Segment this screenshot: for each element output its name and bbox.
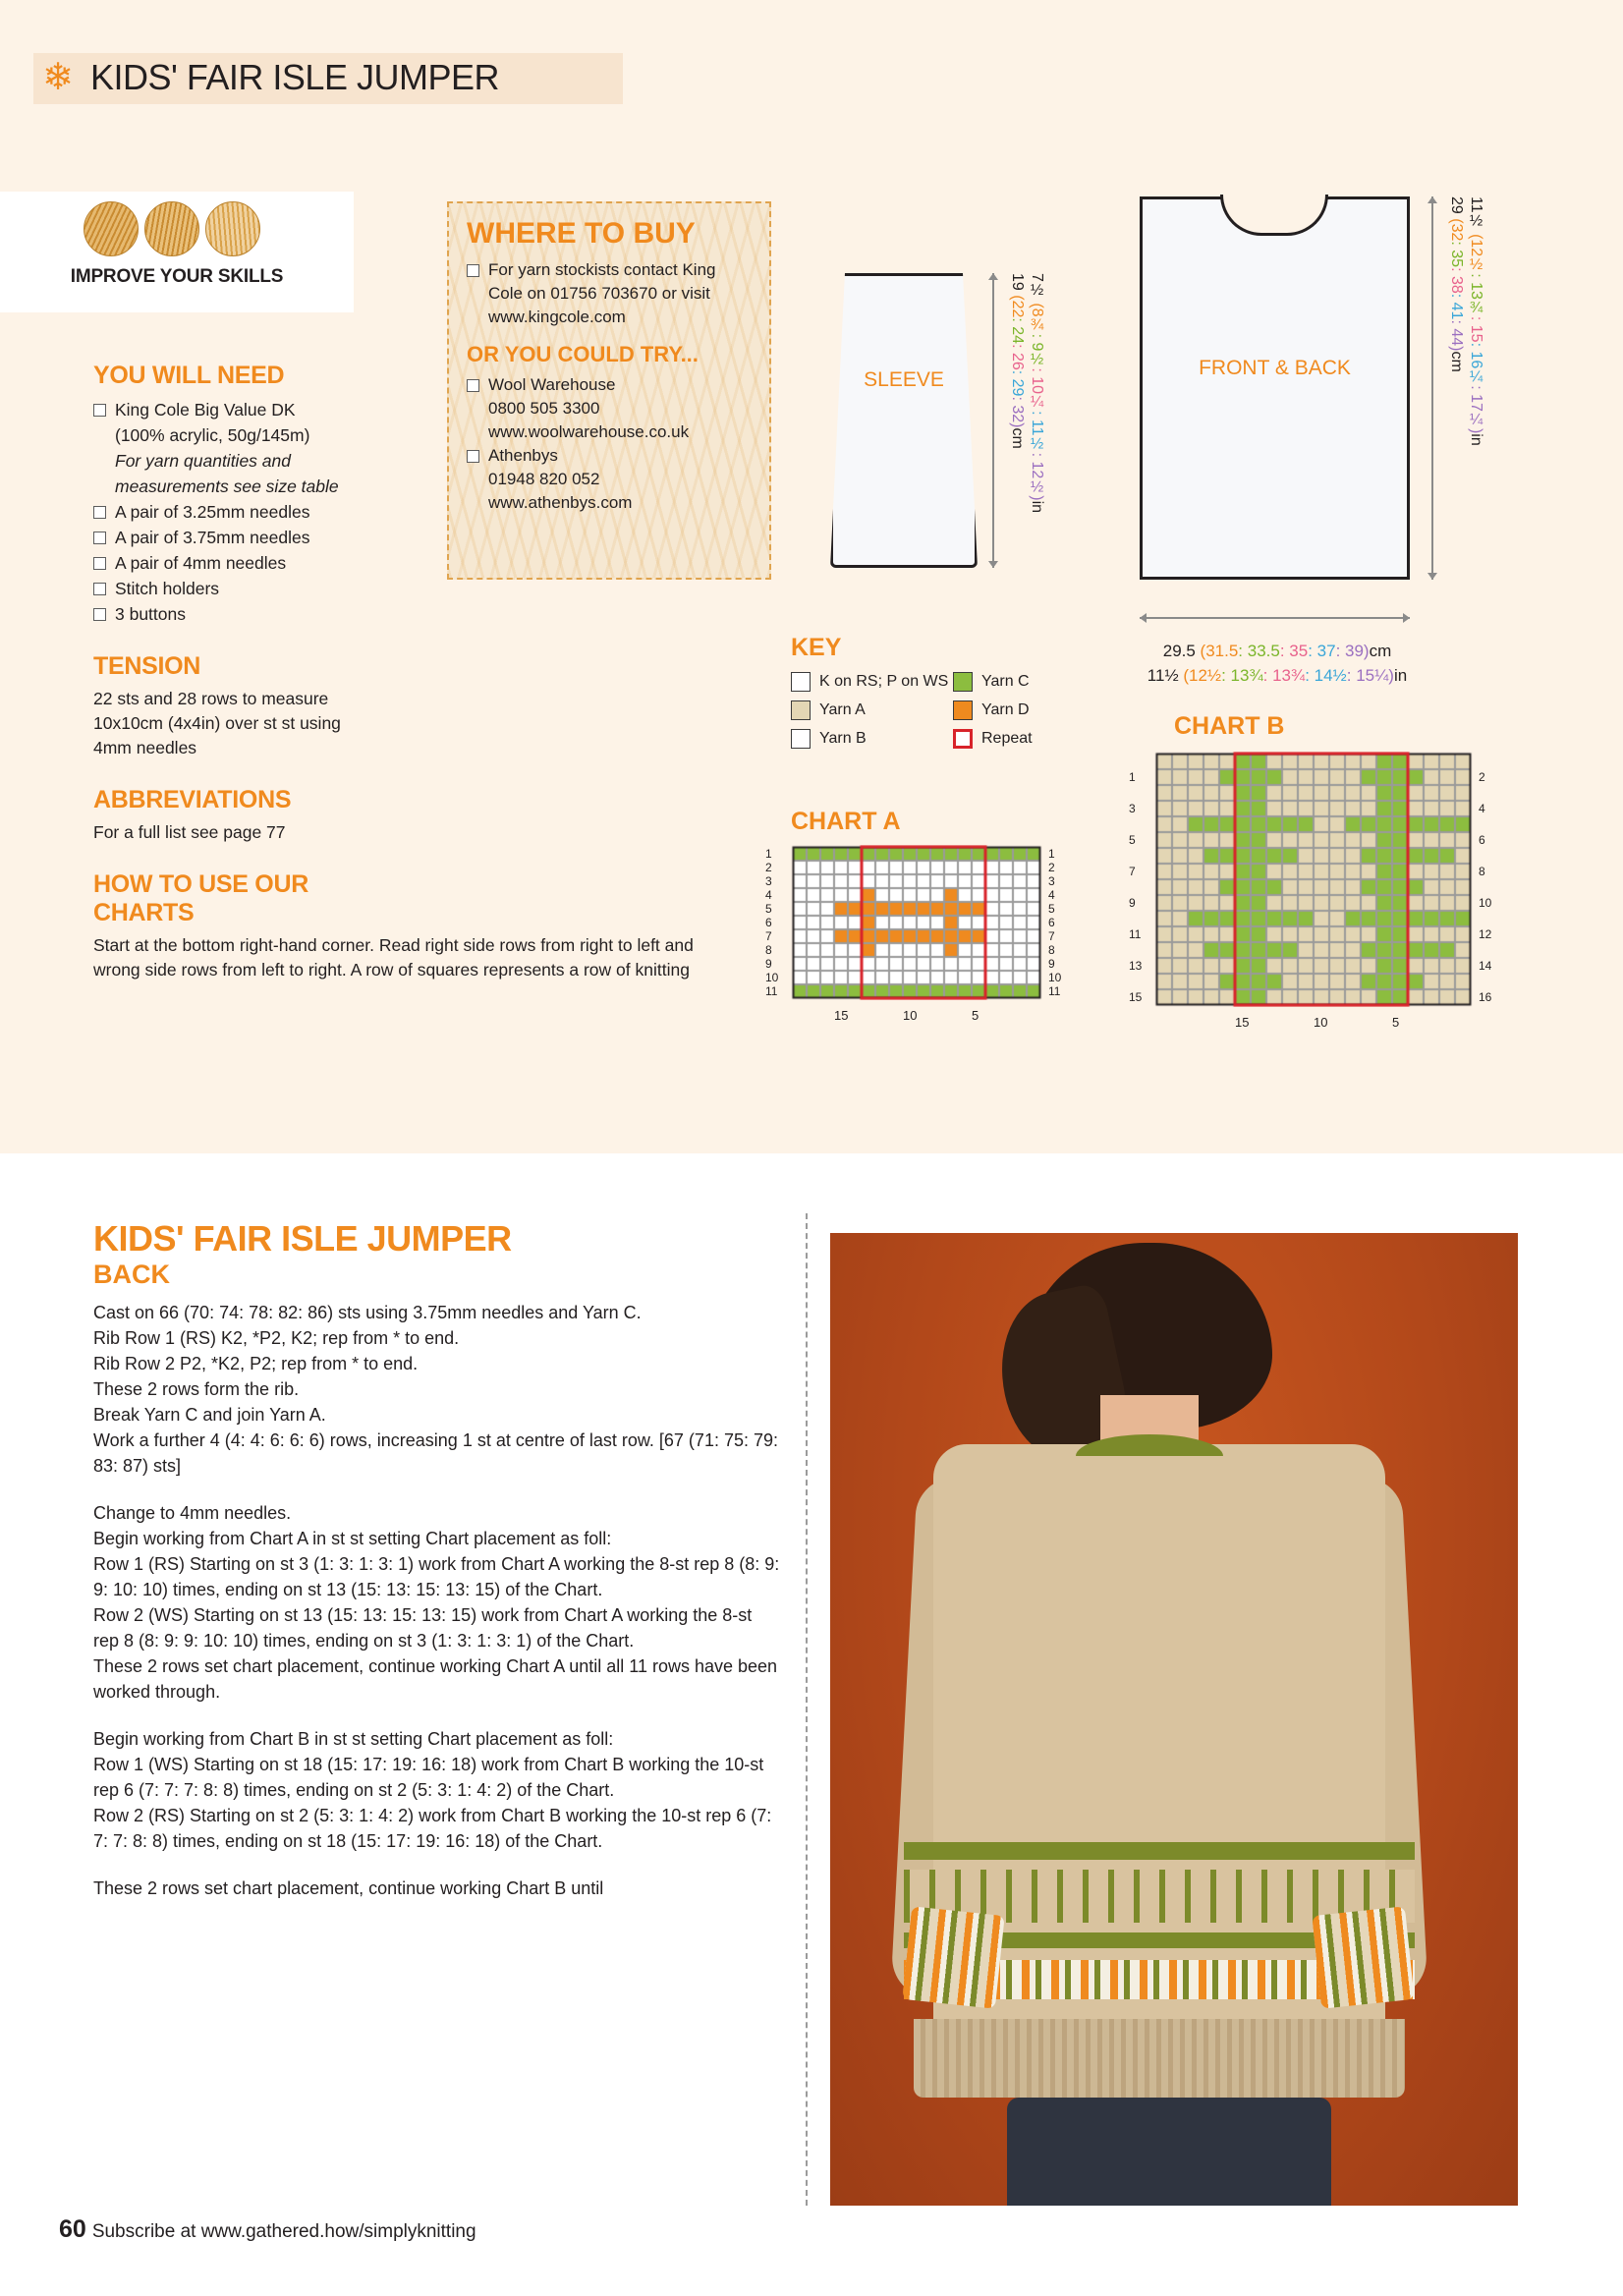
chart-b [1129,712,1492,1030]
chart-a [765,808,1062,1023]
pattern-paragraph: Row 1 (WS) Starting on st 18 (15: 17: 19: 16: 18) work from Chart B working the 10-st rep 6 (7: 7: 7: 8: 8) times, ending on st 2 (5: 3: 1: 4: 2) of the Chart. [93,1755,764,1800]
tension-line: 22 sts and 28 rows to measure [93,689,329,708]
key-label: Yarn C [981,673,1030,690]
list-item: For yarn stockists contact King [467,258,752,281]
chart-row-label: 10 [1048,971,1062,984]
chart-row-label: 7 [765,929,772,943]
pattern-paragraph: Row 1 (RS) Starting on st 3 (1: 3: 1: 3: 1) work from Chart A working the 8-st rep 8 (8: 9: 9: 10: 10) times, ending on st 13 (15: 13: 15: 13: 15) of the Chart. [93,1554,780,1599]
footer-text: Subscribe at www.gathered.how/simplyknitting [91,2221,476,2242]
chart-col-label: 15 [1235,1015,1250,1030]
chart-row-label: 11 [1048,984,1061,998]
front-back-label: FRONT & BACK [1199,357,1351,379]
chart-row-label: 16 [1479,990,1492,1004]
key-item [791,672,953,692]
yarn-ball-icons [84,201,280,262]
page-number: 60 [59,2215,86,2243]
front-back-schematic [1140,196,1410,580]
how-to-use-charts-text: Start at the bottom right-hand corner. Read right side rows from right to left and wrong side rows from left to right. A row of squares represents a row of knitting [93,935,694,980]
sleeve-height-in: 7½ (8¾: 9½: 10¼: 11½: 12½)in [1029,273,1045,514]
chart-row-label: 2 [1048,861,1055,874]
chart-row-label: 7 [1129,865,1136,878]
chart-row-label: 2 [765,861,772,874]
list-item: Stitch holders [93,577,378,601]
pattern-paragraph: These 2 rows set chart placement, continue working Chart B until [93,1878,604,1898]
list-item: 0800 505 3300 [488,399,600,418]
chart-row-label: 9 [765,957,772,971]
key-item [791,729,953,749]
key-swatch-icon [953,700,973,720]
front-back-width-labels [1071,639,1483,688]
yarn-ball-icon-1 [84,201,139,256]
front-back-height-in: 11½ (12½: 13¾: 15: 16¼: 17¼)in [1468,196,1484,446]
abbreviations-text: For a full list see page 77 [93,822,286,842]
chart-key [791,634,1125,757]
pattern-paragraph: Begin working from Chart B in st st setting Chart placement as foll: [93,1729,614,1749]
key-label: Yarn D [981,701,1030,718]
tension-heading: TENSION [93,652,201,680]
photo-cuff-left [902,1906,1004,2008]
pattern-paragraph: These 2 rows set chart placement, continue working Chart A until all 11 rows have been worked through. [93,1656,778,1702]
chart-row-label: 10 [765,971,779,984]
list-item: www.athenbys.com [488,493,633,512]
pattern-paragraph: Row 2 (WS) Starting on st 13 (15: 13: 15: 13: 15) work from Chart A working the 8-st rep 8 (8: 9: 9: 10: 10) times, ending on st 3 (1: 3: 1: 3: 1) of the Chart. [93,1605,753,1651]
key-swatch-icon [791,700,811,720]
chart-row-label: 1 [1048,847,1055,861]
page-title: KIDS' FAIR ISLE JUMPER [90,57,499,97]
you-will-need-heading: YOU WILL NEED [93,362,285,389]
list-item: (100% acrylic, 50g/145m) [115,425,310,445]
chart-row-label: 1 [1129,770,1136,784]
chart-row-label: 1 [765,847,772,861]
how-to-use-charts-heading: HOW TO USE OUR CHARTS [93,870,308,926]
skills-label: IMPROVE YOUR SKILLS [70,266,284,287]
list-item: Athenbys [467,444,752,467]
abbreviations-heading: ABBREVIATIONS [93,786,292,813]
chart-row-label: 14 [1479,959,1492,973]
chart-row-label: 10 [1479,896,1492,910]
front-back-height-arrow [1431,196,1433,580]
pattern-paragraph: Cast on 66 (70: 74: 78: 82: 86) sts using 3.75mm needles and Yarn C. [93,1303,642,1322]
key-label: K on RS; P on WS [819,673,949,690]
photo-cuff-right [1312,1906,1414,2008]
model-photo [830,1233,1518,2206]
pattern-paragraph: Break Yarn C and join Yarn A. [93,1405,326,1425]
key-label: Yarn B [819,730,867,747]
list-item: measurements see size table [115,476,339,496]
pattern-paragraph: Rib Row 1 (RS) K2, *P2, K2; rep from * to end. [93,1328,460,1348]
pattern-section-heading: BACK [93,1260,170,1289]
tension-line: 10x10cm (4x4in) over st st using [93,713,341,733]
key-label: Repeat [981,730,1033,747]
chart-row-label: 6 [1048,916,1055,929]
pattern-paragraph: Begin working from Chart A in st st setting Chart placement as foll: [93,1529,612,1548]
photo-hem-rib [914,2019,1405,2098]
section-divider [806,1213,808,2206]
key-swatch-icon [953,672,973,692]
key-item [791,700,953,720]
chart-row-label: 9 [1129,896,1136,910]
list-item: www.kingcole.com [488,308,626,326]
chart-col-label: 10 [1314,1015,1328,1030]
sleeve-height-arrow [992,273,994,568]
key-heading: KEY [791,634,842,661]
chart-row-label: 8 [1048,943,1055,957]
list-item: 3 buttons [93,602,378,627]
chart-row-label: 6 [1479,833,1485,847]
key-item [953,672,1115,692]
sleeve-schematic [830,273,978,568]
pattern-title: KIDS' FAIR ISLE JUMPER [93,1218,512,1259]
front-back-width-in: 11½ (12½: 13¾: 13¾: 14½: 15¼)in [1147,666,1408,685]
where-to-buy-box [447,201,771,580]
chart-col-label: 15 [834,1008,849,1023]
list-item: A pair of 3.75mm needles [93,526,378,550]
photo-band-olive-1 [904,1842,1415,1860]
photo-trousers [1007,2098,1331,2206]
chart-row-label: 11 [1129,927,1142,941]
or-you-could-try-heading: OR YOU COULD TRY... [467,342,699,366]
pattern-paragraph: These 2 rows form the rib. [93,1379,300,1399]
pattern-paragraph: Row 2 (RS) Starting on st 2 (5: 3: 1: 4: 2) work from Chart B working the 10-st rep 6 (7: 7: 7: 8: 8) times, ending on st 18 (15: 17: 19: 16: 18) of the Chart. [93,1806,772,1851]
list-item: A pair of 4mm needles [93,551,378,576]
sleeve-label: SLEEVE [864,368,944,391]
pattern-paragraph: Rib Row 2 P2, *K2, P2; rep from * to end. [93,1354,419,1373]
improve-your-skills-box [0,192,354,312]
tension-line: 4mm needles [93,738,197,757]
list-item: A pair of 3.25mm needles [93,500,378,525]
chart-row-label: 3 [1129,802,1136,815]
pattern-text-column [93,1218,781,1923]
flower-star-icon: ❄ [42,57,74,98]
footer [59,2215,476,2244]
front-back-width-cm: 29.5 (31.5: 33.5: 35: 37: 39)cm [1162,642,1392,660]
yarn-ball-icon-2 [144,201,199,256]
key-swatch-icon [791,729,811,749]
list-item: For yarn quantities and [115,451,291,471]
pattern-paragraph: Work a further 4 (4: 4: 6: 6: 6) rows, increasing 1 st at centre of last row. [67 (71: 75: 79: 83: 87) sts] [93,1430,778,1476]
list-item: www.woolwarehouse.co.uk [488,422,690,441]
chart-col-label: 5 [972,1008,979,1023]
chart-row-label: 8 [1479,865,1485,878]
pattern-paragraph: Change to 4mm needles. [93,1503,292,1523]
list-item: 01948 820 052 [488,470,600,488]
chart-row-label: 5 [1048,902,1055,916]
chart-row-label: 8 [765,943,772,957]
list-item: King Cole Big Value DK [93,398,378,422]
chart-row-label: 12 [1479,927,1492,941]
you-will-need-list [93,398,378,627]
chart-row-label: 3 [1048,874,1055,888]
chart-row-label: 11 [765,984,778,998]
sleeve-height-cm: 19 (22: 24: 26: 29: 32)cm [1009,273,1026,449]
chart-row-label: 15 [1129,990,1143,1004]
chart-row-label: 4 [1479,802,1485,815]
repeat-swatch-icon [953,729,973,749]
chart-row-label: 7 [1048,929,1055,943]
chart-row-label: 5 [1129,833,1136,847]
chart-row-label: 13 [1129,959,1143,973]
alt-stockists-list [467,373,752,514]
chart-b-title: CHART B [1174,712,1285,740]
key-item [953,700,1115,720]
chart-row-label: 4 [765,888,772,902]
chart-row-label: 2 [1479,770,1485,784]
yarn-ball-icon-3 [205,201,260,256]
chart-a-grid [791,845,1042,1000]
key-label: Yarn A [819,701,866,718]
front-back-height-cm: 29 (32: 35: 38: 41: 44)cm [1448,196,1465,372]
key-item [953,729,1115,749]
chart-a-title: CHART A [791,808,901,835]
where-to-buy-heading: WHERE TO BUY [467,217,696,250]
list-item: Wool Warehouse [467,373,752,396]
key-swatch-icon [791,672,811,692]
chart-row-label: 4 [1048,888,1055,902]
chart-row-label: 9 [1048,957,1055,971]
chart-row-label: 6 [765,916,772,929]
list-item: Cole on 01756 703670 or visit [488,284,710,303]
chart-row-label: 3 [765,874,772,888]
chart-row-label: 5 [765,902,772,916]
chart-b-grid [1154,752,1473,1007]
chart-col-label: 5 [1392,1015,1400,1030]
chart-col-label: 10 [903,1008,918,1023]
front-back-width-arrow [1140,617,1410,619]
stockist-list [467,258,752,328]
